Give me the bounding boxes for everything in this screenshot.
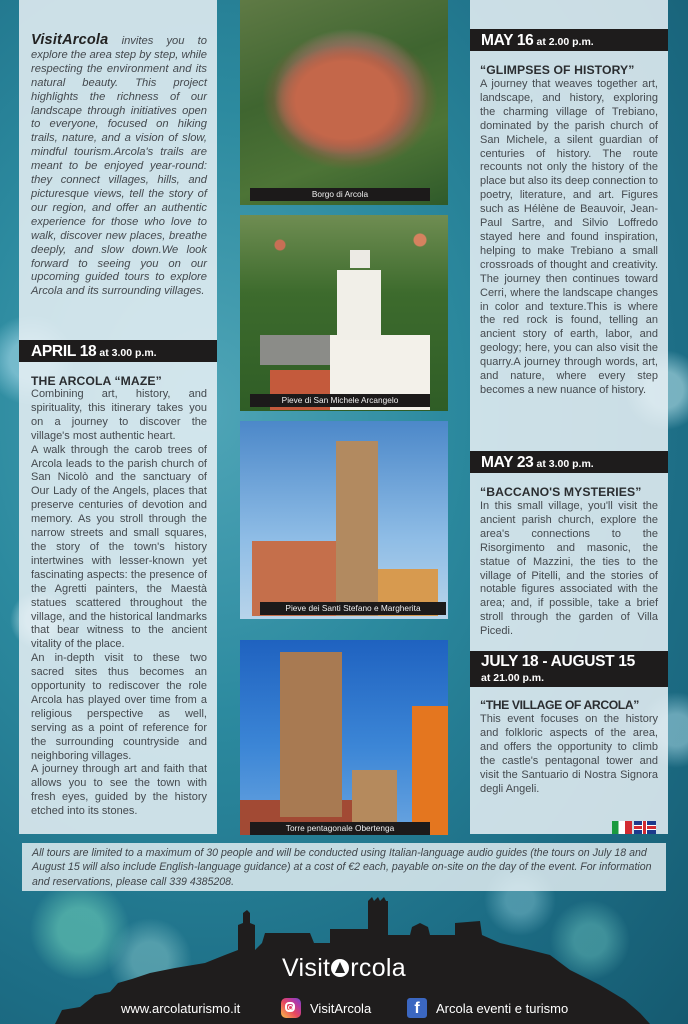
event-paragraph: This event focuses on the history and folkloric aspects of the area, and offers the opportunity to climb the castle's pentagonal tower and visit the Santuario di Nostra Signora degli Angeli. [480, 713, 658, 795]
event-title: “BACCANO'S MYSTERIES” [480, 485, 642, 499]
event-date: JULY 18 - AUGUST 15 [481, 653, 635, 670]
event-date-bar [470, 651, 668, 687]
brand-suffix: rcola [350, 954, 406, 982]
footer-links [0, 998, 688, 1020]
instagram-link[interactable]: VisitArcola [310, 1001, 372, 1016]
event-description [480, 78, 658, 398]
photo-borgo-di-arcola [240, 0, 448, 205]
photo-caption: Borgo di Arcola [250, 188, 430, 201]
left-text-panel [19, 0, 217, 834]
event-time: at 3.00 p.m. [99, 347, 157, 359]
event-date-bar [470, 451, 668, 473]
event-description [480, 500, 658, 639]
event-paragraph: A journey that weaves together art, landscape, and history, exploring the charming village of Trebiano, dominated by the parish church of San Michele, a silent guardian of centuries of history. The route recounts not only the history of the place but also its deep connection to poetry, literature, and art. Figures such as Hélène de Beauvoir, Jean-Paul Sartre, and Silvio Loffredo stayed here and found inspiration, helping to make Trebiano a small crossroads of thought and creativity. The journey then continues toward Cerri, where the landscape changes in color and texture.This is where the red rock is found, telling an ancient story of earth, labor, and geology; here, you can also visit the quarry.A journey through words, art, and nature, where every step becomes a new nuance of history. [480, 78, 658, 396]
photo-pieve-santi-stefano [240, 421, 448, 619]
event-date-bar [19, 340, 217, 362]
photo-torre-pentagonale [240, 640, 448, 835]
event-time: at 3.00 p.m. [536, 458, 594, 470]
event-paragraph: Combining art, history, and spirituality, this itinerary takes you on a journey to discover the village's most authentic heart. [31, 388, 207, 442]
event-paragraph: In this small village, you'll visit the ancient parish church, explore the area's connections to the Risorgimento and masonic, the statue of Mazzini, the ties to the village of Pitelli, and the stories of notable figures associated with the area; and, if possible, take a brief stroll through the garden of Villa Picedi. [480, 500, 658, 638]
photo-caption: Torre pentagonale Obertenga [250, 822, 430, 835]
event-title: THE ARCOLA “MAZE” [31, 374, 162, 388]
event-title: “THE VILLAGE OF ARCOLA” [480, 698, 639, 712]
event-date: MAY 16 [481, 32, 534, 49]
photo-pieve-san-michele [240, 215, 448, 411]
event-date: APRIL 18 [31, 343, 97, 360]
event-paragraph: A walk through the carob trees of Arcola leads to the parish church of San Nicolò and the sanctuary of Our Lady of the Angels, places that preserve centuries of devotion and memory. As you stroll through the narrow streets and small squares, the story of the town's history intertwines with lesser-known yet fascinating aspects: the presence of the Agretti painters, the Maestà statues scattered throughout the village, and the historical landmarks that bear witness to the ancient vitality of the place. [31, 443, 207, 651]
brand-prefix: Visit [282, 954, 331, 982]
facebook-link[interactable]: Arcola eventi e turismo [436, 1001, 569, 1016]
facebook-icon[interactable]: f [407, 998, 427, 1018]
event-date-bar [470, 29, 668, 51]
photo-caption: Pieve dei Santi Stefano e Margherita [260, 602, 446, 615]
event-date: MAY 23 [481, 454, 534, 471]
visitarcola-logo [0, 954, 688, 983]
language-flags [612, 821, 656, 834]
intro-paragraph [31, 34, 207, 299]
event-description [480, 713, 658, 796]
right-text-panel [470, 0, 668, 834]
event-time: at 2.00 p.m. [536, 36, 594, 48]
event-paragraph: A journey through art and faith that allows you to see the town with fresh eyes, guided by the history etched into its stones. [31, 763, 207, 818]
photo-caption: Pieve di San Michele Arcangelo [250, 394, 430, 407]
uk-flag-icon [634, 821, 656, 834]
arcola-a-logo-icon [331, 959, 349, 977]
instagram-icon[interactable] [281, 998, 301, 1018]
tour-info-note: All tours are limited to a maximum of 30 people and will be conducted using Italian-language audio guides (the tours on July 18 and August 15 will also include English-language guidance) at a cost of €2 each, payable on-site on the day of the event. For information and reservations, please call 339 4385208. [22, 843, 666, 891]
event-paragraph: An in-depth visit to these two sacred sites thus becomes an opportunity to rediscover the role Arcola has played over time from a religious perspective as well, serving as a point of reference for the surrounding countryside and neighboring villages. [31, 652, 207, 762]
intro-text: invites you to explore the area step by step, while respecting the environment and its natural beauty. This project highlights the richness of our landscape through initiatives open to everyone, focused on hiking trails, nature, and a vision of slow, mindful tourism.Arcola's trails are meant to be enjoyed year-round: they connect villages, hills, and picturesque views, tell the story of our region, and offer an authentic experience for those who love to walk, discover new places, breathe deeply, and slow down.We look forward to seeing you on our upcoming guided tours to explore Arcola and its surrounding villages. [31, 35, 207, 298]
event-description [31, 388, 207, 819]
event-title: “GLIMPSES OF HISTORY” [480, 63, 635, 77]
intro-brand: VisitArcola [31, 32, 109, 48]
event-time: at 21.00 p.m. [481, 672, 545, 684]
italian-flag-icon [612, 821, 632, 834]
website-link[interactable]: www.arcolaturismo.it [121, 1001, 241, 1016]
